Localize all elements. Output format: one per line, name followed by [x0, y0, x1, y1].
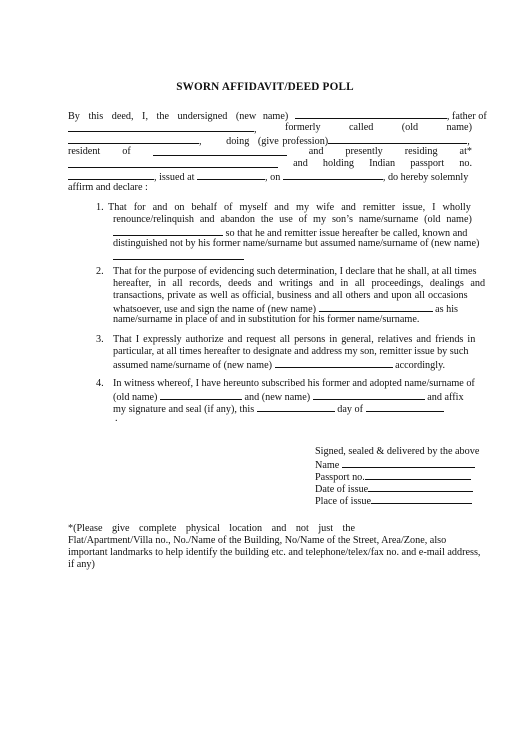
para-2-line-1: That for the purpose of evidencing such determination, I declare that he shall, at all times — [113, 266, 477, 277]
para-2-line-2: hereafter, in all records, deeds and writings and in all proceedings, dealings and — [113, 278, 486, 289]
intro-line-1: By this deed, I, the undersigned (new name) , father of — [68, 108, 472, 123]
para-4-line-2: (old name) and (new name) and affix — [113, 389, 472, 404]
issued-on-blank[interactable] — [283, 169, 383, 180]
para-2-number: 2. — [96, 266, 104, 277]
son-old-name-blank[interactable] — [113, 225, 223, 236]
old-name-blank[interactable] — [68, 133, 199, 144]
son-new-name-blank[interactable] — [113, 249, 244, 260]
para-4-line-3: my signature and seal (if any), this day of — [113, 401, 472, 416]
passport-number-blank[interactable] — [68, 169, 154, 180]
month-year-blank[interactable] — [366, 401, 444, 412]
new-name-blank[interactable] — [295, 108, 447, 119]
para-2-line-3: transactions, private as well as official, business and all others and upon all occasions — [113, 290, 468, 301]
signature-name-row: Name — [315, 457, 475, 472]
issued-at-blank[interactable] — [197, 169, 265, 180]
para-3-number: 3. — [96, 334, 104, 345]
intro-line-3: , doing (give profession) , — [68, 133, 472, 148]
profession-blank[interactable] — [328, 133, 467, 144]
intro-line-6: , issued at , on , do hereby solemnly — [68, 169, 472, 184]
witness-new-name-blank[interactable] — [313, 389, 425, 400]
intro-line-7: affirm and declare : — [68, 182, 148, 193]
signature-place-blank[interactable] — [371, 493, 472, 504]
address-blank[interactable] — [68, 157, 278, 168]
footnote-line-3: important landmarks to help identify the building etc. and telephone/telex/fax no. and e-mail address, — [68, 547, 481, 558]
intro-line-4: resident of and presently residing at* — [68, 146, 472, 157]
signature-passport-blank[interactable] — [365, 469, 471, 480]
para-3-line-1: That I expressly authorize and request all persons in general, relatives and friends in — [113, 334, 476, 345]
signature-date-row: Date of issue — [315, 481, 473, 496]
footnote-line-2: Flat/Apartment/Villa no., No./Name of the Building, No/Name of the Street, Area/Zone, also — [68, 535, 447, 546]
father-name-blank[interactable] — [68, 121, 254, 132]
signature-passport-row: Passport no. — [315, 469, 471, 484]
witness-old-name-blank[interactable] — [160, 389, 242, 400]
para-1-line-4: distinguished not by his former name/surname but assumed name/surname of (new name) — [113, 238, 480, 249]
signature-header: Signed, sealed & delivered by the above — [315, 446, 480, 457]
para-1-line-2: renounce/relinquish and abandon the use of my son’s name/surname (old name) — [113, 214, 472, 225]
signature-place-row: Place of issue — [315, 493, 472, 508]
sign-new-name-blank[interactable] — [319, 301, 433, 312]
para-1-line-5 — [113, 249, 472, 264]
footnote-line-4: if any) — [68, 559, 95, 570]
para-4-line-1: In witness whereof, I have hereunto subscribed his former and adopted name/surname of — [113, 378, 475, 389]
para-1-line-1: That for and on behalf of myself and my wife and remitter issue, I wholly — [108, 202, 471, 213]
para-4-number: 4. — [96, 378, 104, 389]
day-blank[interactable] — [257, 401, 335, 412]
intro-line-5: and holding Indian passport no. — [68, 157, 472, 170]
resident-of-blank[interactable] — [153, 145, 287, 156]
para-2-line-5: name/surname in place of and in substitution for his former name/surname. — [113, 314, 420, 325]
signature-date-blank[interactable] — [368, 481, 473, 492]
signature-name-blank[interactable] — [342, 457, 475, 468]
intro-line-2: , formerly called (old name) — [68, 121, 472, 136]
para-1-line-3: so that he and remitter issue hereafter be called, known and — [113, 225, 472, 240]
document-title: SWORN AFFIDAVIT/DEED POLL — [176, 81, 354, 93]
para-2-line-4: whatsoever, use and sign the name of (new name) as his — [113, 301, 472, 316]
footnote-line-1: *(Please give complete physical location and not just the — [68, 523, 355, 534]
address-new-name-blank[interactable] — [275, 357, 393, 368]
para-3-line-3: assumed name/surname of (new name) accordingly. — [113, 357, 472, 372]
stray-dot: . — [115, 413, 118, 424]
para-1-number: 1. — [96, 202, 104, 213]
para-3-line-2: particular, at all times hereafter to designate and address my son, remitter issue by such — [113, 346, 469, 357]
